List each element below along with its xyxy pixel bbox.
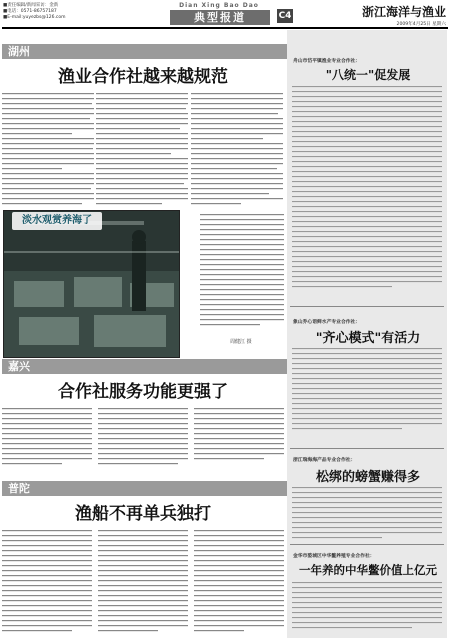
photo-caption-title: 淡水观赏养海了 — [12, 212, 102, 230]
photo-scene — [4, 211, 179, 357]
sidebar-kicker-3: 浙江瑞海海产品专业合作社： — [293, 458, 356, 463]
sidebar-body-2 — [292, 346, 442, 446]
headline-putuo: 渔船不再单兵独打 — [75, 504, 211, 524]
section-title: 典型报道 — [170, 10, 270, 25]
issue-date: 2009年4月25日 星期六 — [396, 22, 446, 27]
sidebar-title-1: "八统一"促发展 — [325, 68, 411, 82]
body-text-jiaxing — [2, 406, 284, 478]
editor-info — [3, 3, 93, 21]
photo-byline: 周健江 摄 — [230, 339, 252, 345]
text-lines-graphic — [96, 92, 188, 208]
masthead-rule — [2, 27, 448, 29]
text-lines-graphic — [292, 84, 442, 304]
body-text-huzhou-col1 — [2, 92, 94, 208]
section-tag-jiaxing: 嘉兴 — [2, 359, 290, 374]
sidebar-kicker-1: 舟山市岱平镇渔业专业合作社： — [293, 59, 361, 64]
sidebar-kicker-4: 金华市婺城区中华鳖养殖专业合作社： — [293, 554, 375, 559]
paper-name: 浙江海洋与渔业 — [361, 5, 446, 19]
body-text-huzhou-col2 — [96, 92, 188, 208]
sidebar-title-3: 松绑的螃蟹赚得多 — [315, 470, 420, 485]
email-line: ■E-mail:yuyezbs@126.com — [3, 15, 66, 20]
sidebar-title-4: 一年养的中华鳖价值上亿元 — [299, 563, 437, 577]
text-lines-graphic — [292, 346, 442, 446]
headline-jiaxing: 合作社服务功能更强了 — [58, 382, 228, 402]
headline-huzhou: 渔业合作社越来越规范 — [58, 67, 228, 87]
sidebar-body-4 — [292, 580, 442, 636]
body-text-huzhou-col3 — [191, 92, 283, 208]
sidebar-divider — [290, 448, 444, 449]
section-pinyin: Dian Xing Bao Dao — [179, 2, 259, 9]
phone-line: ■电话：0571-86757187 — [3, 9, 57, 14]
body-text-putuo — [2, 528, 284, 638]
sidebar-divider — [290, 544, 444, 545]
photo-caption-body — [180, 210, 284, 356]
editor-line: ■责任编辑/新闻采访：金新 — [3, 3, 59, 8]
text-lines-graphic — [2, 92, 94, 208]
text-lines-graphic — [292, 580, 442, 636]
page-number: C4 — [278, 11, 292, 21]
text-lines-graphic — [191, 92, 283, 208]
section-tag-putuo: 普陀 — [2, 481, 290, 496]
text-lines-graphic — [2, 528, 284, 638]
text-lines-graphic — [180, 210, 284, 346]
sidebar-kicker-2: 象山乔心语鲜水产专业合作社： — [293, 320, 361, 325]
section-tag-huzhou: 湖州 — [2, 44, 290, 59]
sidebar-title-2: "齐心模式"有活力 — [315, 331, 421, 346]
photo-fish-tanks — [3, 210, 180, 358]
sidebar-body-1 — [292, 84, 442, 304]
text-lines-graphic — [2, 406, 284, 478]
sidebar-divider — [290, 306, 444, 307]
